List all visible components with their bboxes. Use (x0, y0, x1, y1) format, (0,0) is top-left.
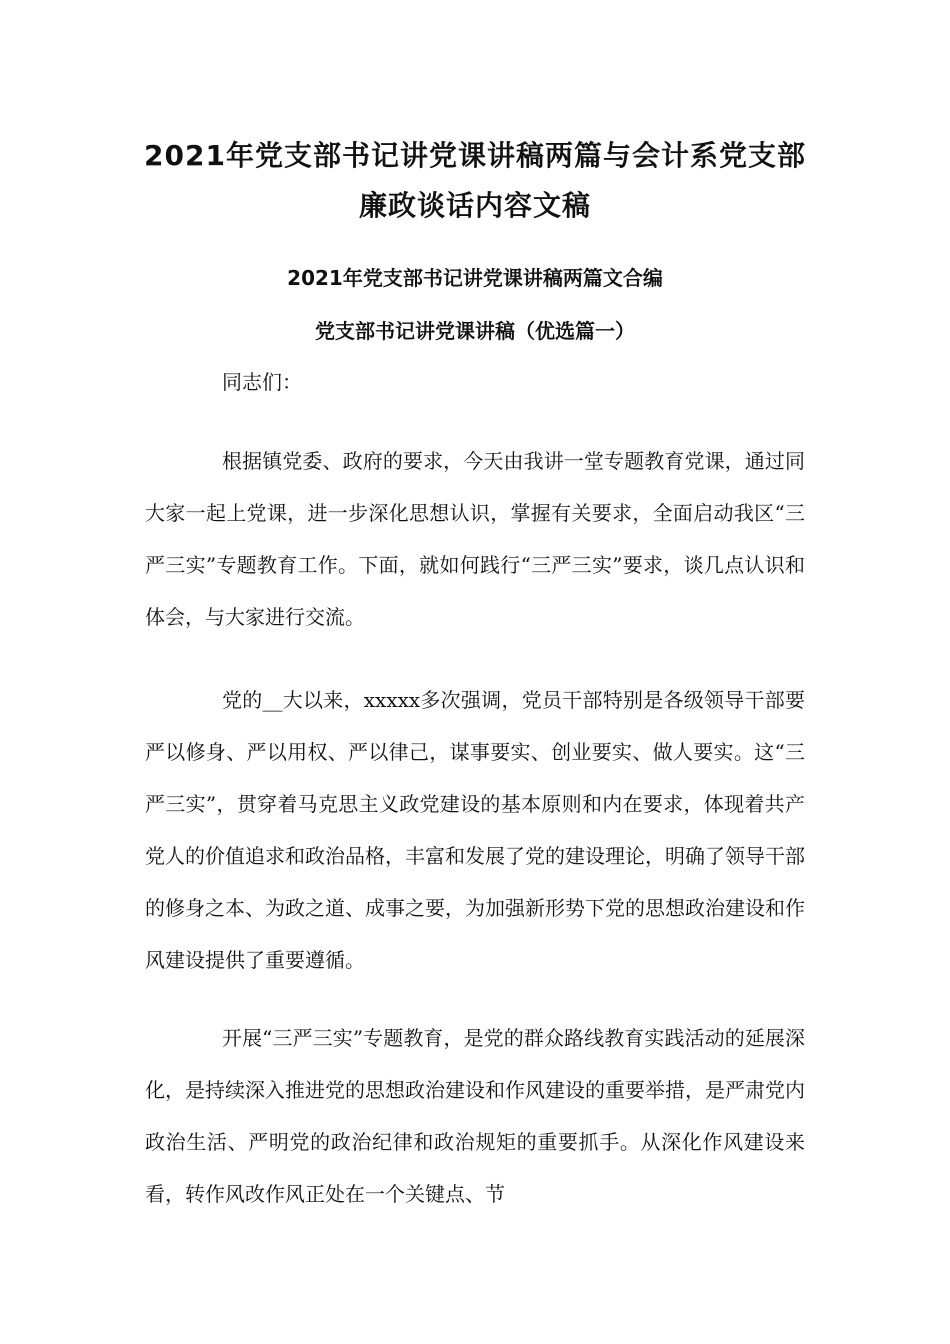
document-title-line-1: 2021年党支部书记讲党课讲稿两篇与会计系党支部 (144, 139, 806, 172)
greeting: 同志们： (222, 370, 302, 394)
section-heading: 2021年党支部书记讲党课讲稿两篇文合编 (287, 266, 663, 290)
paragraph-2: 党的__大以来，xxxxx多次强调，党员干部特别是各级领导干部要严以修身、严以用权、严以律己，谋事要实、创业要实、做人要实。这“三严三实”，贯穿着马克思主义政党建设的基本原则和内在要求，体现着共产党人的价值追求和政治品格，丰富和发展了党的建设理论，明确了领导干部的修身之本、为政之道、成事之要，为加强新形势下党的思想政治建设和作风建设提供了重要遵循。 (145, 688, 805, 972)
article-heading: 党支部书记讲党课讲稿（优选篇一） (315, 319, 635, 343)
paragraph-1: 根据镇党委、政府的要求，今天由我讲一堂专题教育党课，通过同大家一起上党课，进一步深化思想认识，掌握有关要求，全面启动我区“三严三实”专题教育工作。下面，就如何践行“三严三实”要求，谈几点认识和体会，与大家进行交流。 (145, 449, 805, 629)
paragraph-3: 开展“三严三实”专题教育，是党的群众路线教育实践活动的延展深化，是持续深入推进党的思想政治建设和作风建设的重要举措，是严肃党内政治生活、严明党的政治纪律和政治规矩的重要抓手。从深化作风建设来看，转作风改作风正处在一个关键点、节 (145, 1026, 805, 1206)
document-title-line-2: 廉政谈话内容文稿 (358, 189, 591, 222)
